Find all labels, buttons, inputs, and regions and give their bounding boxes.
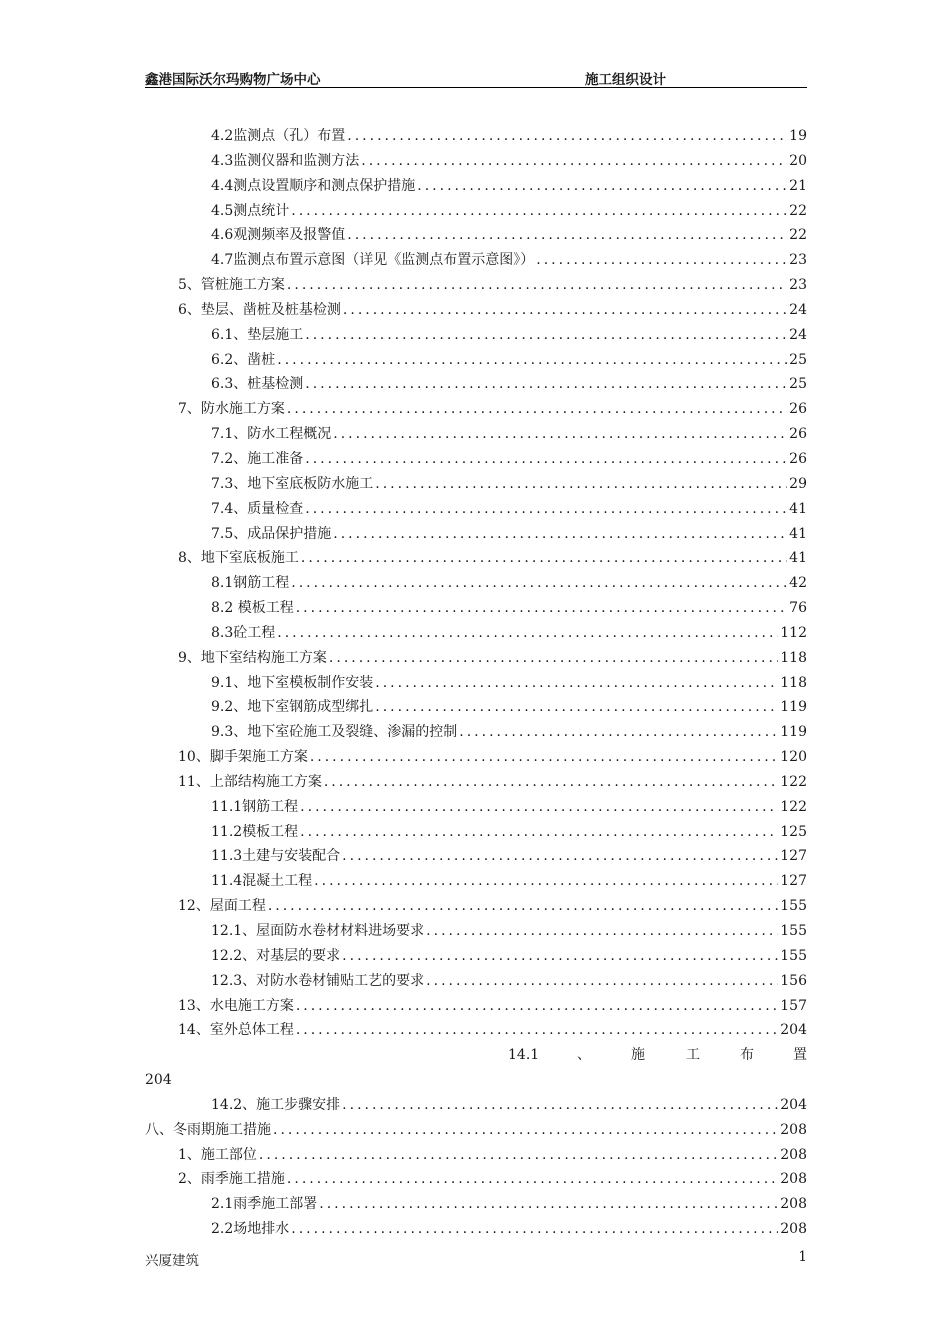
toc-entry-label: 12.1、屋面防水卷材材料进场要求 (211, 923, 425, 939)
toc-entry[interactable] (145, 323, 807, 348)
dot-leader (268, 894, 778, 919)
dot-leader (291, 571, 787, 596)
toc-entry[interactable] (145, 199, 807, 224)
dot-leader (342, 844, 778, 869)
dot-leader (333, 522, 787, 547)
dot-leader (300, 820, 778, 845)
toc-entry-label: 9.1、地下室模板制作安装 (211, 674, 374, 691)
toc-entry-page: 22 (789, 227, 807, 244)
dot-leader (333, 422, 787, 447)
dot-leader (347, 124, 787, 149)
toc-entry[interactable] (145, 820, 807, 845)
toc-entry-page: 122 (780, 773, 807, 790)
dot-leader (342, 1093, 778, 1118)
toc-entry-label: 13、水电施工方案 (178, 997, 294, 1014)
dot-leader (459, 720, 778, 745)
toc-entry[interactable] (145, 124, 807, 149)
toc-entry[interactable] (145, 298, 807, 323)
toc-entry[interactable] (145, 671, 807, 696)
toc-entry[interactable] (145, 596, 807, 621)
toc-entry-page: 24 (789, 301, 807, 318)
toc-entry-page: 20 (789, 152, 807, 169)
toc-entry-page: 23 (789, 252, 807, 269)
toc-entry-page: 122 (780, 798, 807, 815)
toc-entry-page: 26 (789, 401, 807, 418)
dot-leader (375, 695, 778, 720)
toc-entry-page: 204 (780, 1022, 807, 1039)
dot-leader (305, 447, 787, 472)
dot-leader (287, 397, 787, 422)
toc-entry-label: 9.3、地下室砼施工及裂缝、渗漏的控制 (211, 724, 458, 741)
toc-entry-label: 12、屋面工程 (178, 898, 266, 915)
toc-entry-label: 11、上部结构施工方案 (178, 773, 322, 790)
toc-entry[interactable] (145, 422, 807, 447)
toc-entry-label: 7.2、施工准备 (211, 450, 304, 467)
toc-entry[interactable] (145, 1167, 807, 1192)
toc-entry-label: 8、地下室底板施工 (178, 550, 299, 567)
toc-entry-label: 7.5、成品保护措施 (211, 525, 332, 542)
dot-leader (259, 1143, 778, 1168)
toc-entry-label: 6.2、凿桩 (211, 351, 276, 368)
dot-leader (426, 969, 778, 994)
toc-entry[interactable] (145, 1018, 807, 1043)
page-header (145, 66, 807, 88)
toc-after-list (145, 1093, 807, 1242)
toc-entry-label: 4.3监测仪器和监测方法 (211, 152, 360, 169)
toc-entry-page: 26 (789, 450, 807, 467)
toc-entry-page: 118 (780, 649, 807, 666)
toc-entry-page: 155 (780, 898, 807, 915)
toc-entry-page: 23 (789, 277, 807, 294)
dot-leader (287, 1167, 778, 1192)
dot-leader (301, 546, 787, 571)
dot-leader (342, 944, 778, 969)
toc-entry[interactable] (145, 745, 807, 770)
toc-entry[interactable] (145, 447, 807, 472)
toc-entry-page: 208 (780, 1146, 807, 1163)
toc-entry[interactable] (145, 223, 807, 248)
toc-entry-label: 2.2场地排水 (211, 1221, 290, 1238)
split-page-number: 204 (145, 1072, 172, 1089)
toc-entry-label: 8.2 模板工程 (211, 600, 294, 617)
toc-entry-page: 25 (789, 351, 807, 368)
toc-entry-page: 25 (789, 376, 807, 393)
toc-entry-page: 208 (780, 1221, 807, 1238)
toc-entry[interactable] (145, 969, 807, 994)
toc-entry-label: 1、施工部位 (178, 1146, 257, 1163)
toc-entry-label: 5、管桩施工方案 (178, 277, 285, 294)
toc-entry-label: 2、雨季施工措施 (178, 1171, 285, 1188)
toc-entry[interactable] (145, 273, 807, 298)
toc-entry[interactable] (145, 621, 807, 646)
toc-entry[interactable] (145, 844, 807, 869)
toc-entry-label: 9、地下室结构施工方案 (178, 649, 327, 666)
toc-entry[interactable] (145, 546, 807, 571)
toc-entry[interactable] (145, 174, 807, 199)
toc-entry-label: 6.1、垫层施工 (211, 326, 304, 343)
split-part: 施 (631, 1047, 645, 1064)
dot-leader (314, 869, 778, 894)
toc-entry-label: 7.4、质量检查 (211, 500, 304, 517)
toc-entry-page: 157 (780, 997, 807, 1014)
toc-entry-page: 127 (780, 848, 807, 865)
split-part: 工 (686, 1047, 700, 1064)
toc-entry-label: 4.5测点统计 (211, 202, 290, 219)
toc-entry-label: 8.3砼工程 (211, 624, 276, 641)
dot-leader (375, 472, 787, 497)
footer-page-number: 1 (798, 1249, 807, 1265)
toc-entry-label: 12.3、对防水卷材铺贴工艺的要求 (211, 972, 425, 989)
toc-entry-page: 21 (789, 177, 807, 194)
toc-entry-label: 11.4混凝土工程 (211, 873, 313, 890)
toc-entry[interactable] (145, 571, 807, 596)
dot-leader (296, 994, 778, 1019)
dot-leader (347, 223, 787, 248)
split-part: 、 (577, 1047, 591, 1064)
toc-entry[interactable] (145, 869, 807, 894)
dot-leader (305, 497, 787, 522)
toc-entry-label: 4.4测点设置顺序和测点保护措施 (211, 177, 416, 194)
toc-entry[interactable] (145, 646, 807, 671)
toc-main-list (145, 124, 807, 1043)
toc-entry-label: 7.1、防水工程概况 (211, 426, 332, 443)
toc-entry[interactable] (145, 149, 807, 174)
toc-entry[interactable] (145, 397, 807, 422)
toc-entry[interactable] (145, 497, 807, 522)
toc-entry-label: 八、冬雨期施工措施 (145, 1121, 271, 1138)
toc-entry-page: 112 (780, 624, 807, 641)
toc-entry-label: 7.3、地下室底板防水施工 (211, 475, 374, 492)
table-of-contents (145, 124, 807, 1242)
toc-entry-label: 4.7监测点布置示意图（详见《监测点布置示意图》） (211, 252, 535, 269)
toc-entry[interactable] (145, 1217, 807, 1242)
toc-entry-page: 24 (789, 326, 807, 343)
toc-entry-page: 125 (780, 823, 807, 840)
toc-entry-label: 7、防水施工方案 (178, 401, 285, 418)
split-part: 14.1 (508, 1047, 540, 1064)
dot-leader (305, 323, 787, 348)
dot-leader (296, 596, 787, 621)
dot-leader (287, 273, 787, 298)
dot-leader (291, 199, 787, 224)
dot-leader (324, 770, 778, 795)
footer-company: 兴厦建筑 (145, 1253, 199, 1269)
toc-entry-page: 208 (780, 1171, 807, 1188)
toc-entry-label: 12.2、对基层的要求 (211, 947, 341, 964)
toc-entry-page: 127 (780, 873, 807, 890)
toc-entry-page: 19 (789, 128, 807, 144)
dot-leader (277, 621, 778, 646)
toc-entry[interactable] (145, 944, 807, 969)
toc-entry[interactable] (145, 720, 807, 745)
toc-entry-label: 4.6观测频率及报警值 (211, 227, 346, 244)
toc-entry[interactable] (145, 994, 807, 1019)
toc-entry-page: 119 (780, 699, 807, 716)
dot-leader (277, 348, 787, 373)
toc-entry[interactable] (145, 770, 807, 795)
toc-entry-page: 41 (789, 550, 807, 567)
toc-entry-label: 9.2、地下室钢筋成型绑扎 (211, 699, 374, 716)
toc-entry-page: 41 (789, 525, 807, 542)
toc-entry-page: 155 (780, 923, 807, 939)
toc-entry-page: 118 (780, 674, 807, 691)
toc-entry[interactable] (145, 522, 807, 547)
dot-leader (536, 248, 787, 273)
toc-entry-page: 42 (789, 575, 807, 592)
dot-leader (375, 671, 778, 696)
toc-entry-label: 6、垫层、凿桩及桩基检测 (178, 301, 341, 318)
toc-entry-label: 14.2、施工步骤安排 (211, 1096, 341, 1113)
toc-entry-page: 26 (789, 426, 807, 443)
toc-entry[interactable] (145, 248, 807, 273)
header-project-name: 鑫港国际沃尔玛购物广场中心 (145, 72, 321, 88)
header-document-title: 施工组织设计 (585, 72, 666, 88)
toc-entry[interactable] (145, 348, 807, 373)
dot-leader (291, 1217, 778, 1242)
dot-leader (310, 745, 778, 770)
toc-entry[interactable] (145, 795, 807, 820)
toc-entry-page: 76 (789, 600, 807, 617)
dot-leader (319, 1192, 778, 1217)
dot-leader (300, 795, 778, 820)
toc-entry[interactable] (145, 894, 807, 919)
toc-entry-page: 29 (789, 475, 807, 492)
toc-entry-page: 155 (780, 947, 807, 964)
toc-entry-label: 4.2监测点（孔）布置 (211, 128, 346, 144)
toc-entry-page: 41 (789, 500, 807, 517)
toc-entry[interactable] (145, 1192, 807, 1217)
toc-entry-page: 204 (780, 1096, 807, 1113)
toc-entry-label: 11.3土建与安装配合 (211, 848, 341, 865)
toc-entry[interactable] (145, 1143, 807, 1168)
toc-entry-label: 10、脚手架施工方案 (178, 749, 308, 766)
dot-leader (305, 372, 787, 397)
toc-entry-page: 119 (780, 724, 807, 741)
toc-entry[interactable] (145, 1118, 807, 1143)
dot-leader (426, 919, 778, 944)
toc-entry-split[interactable] (145, 1043, 807, 1068)
toc-entry-page: 208 (780, 1121, 807, 1138)
toc-entry[interactable] (145, 372, 807, 397)
dot-leader (343, 298, 787, 323)
dot-leader (417, 174, 787, 199)
dot-leader (273, 1118, 778, 1143)
dot-leader (329, 646, 778, 671)
toc-entry-page: 120 (780, 749, 807, 766)
toc-entry[interactable] (145, 1093, 807, 1118)
dot-leader (361, 149, 787, 174)
toc-entry-label: 2.1雨季施工部署 (211, 1196, 318, 1213)
toc-entry-label: 11.1钢筋工程 (211, 798, 299, 815)
toc-entry-label: 6.3、桩基检测 (211, 376, 304, 393)
toc-entry-label: 14、室外总体工程 (178, 1022, 294, 1039)
split-part: 置 (793, 1047, 807, 1064)
toc-entry[interactable] (145, 472, 807, 497)
dot-leader (296, 1018, 778, 1043)
toc-entry-split-page (145, 1068, 807, 1093)
toc-entry-label: 11.2模板工程 (211, 823, 299, 840)
split-part: 布 (740, 1047, 754, 1064)
toc-entry-page: 208 (780, 1196, 807, 1213)
toc-entry[interactable] (145, 919, 807, 944)
toc-entry-page: 156 (780, 972, 807, 989)
toc-entry-page: 22 (789, 202, 807, 219)
toc-entry[interactable] (145, 695, 807, 720)
toc-entry-label: 8.1钢筋工程 (211, 575, 290, 592)
